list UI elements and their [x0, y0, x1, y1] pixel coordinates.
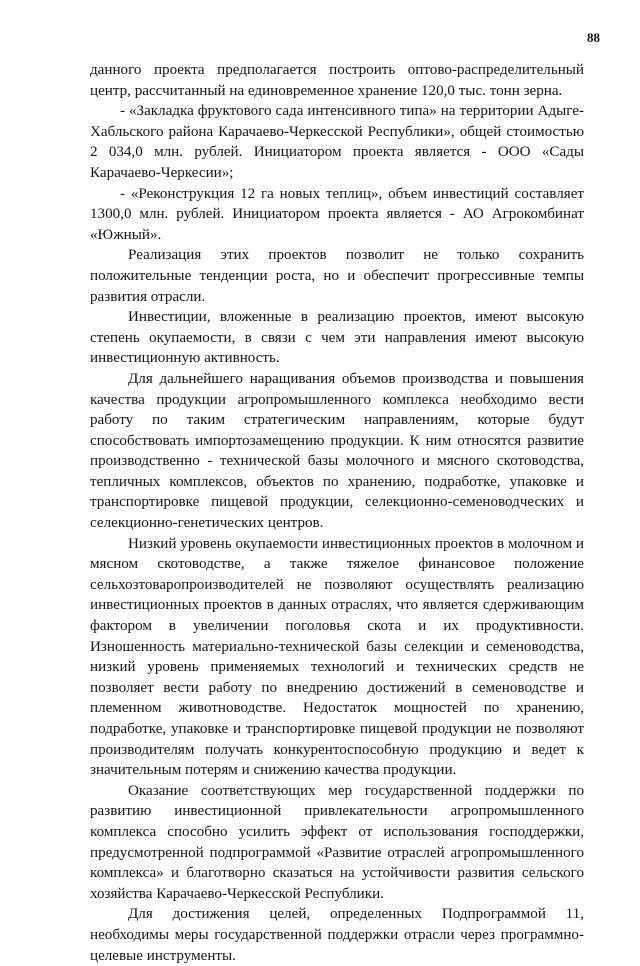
paragraph-bullet-orchard: - «Закладка фруктового сада интенсивного типа» на территории Адыге-Хабльского района Карачаево-Черкесской Республики», общей стоимостью 2 034,0 млн. рублей. Инициатором проекта является - ООО «Сады Карачаево-Черкесии»; [90, 103, 584, 181]
paragraph-goals: Для достижения целей, определенных Подпрограммой 11, необходимы меры государственной поддержки отрасли через программно-целевые инструменты. [90, 906, 584, 964]
paragraph-investments: Инвестиции, вложенные в реализацию проектов, имеют высокую степень окупаемости, в связи с чем эти направления имеют высокую инвестиционную активность. [90, 309, 584, 367]
page-number: 88 [587, 30, 600, 45]
paragraph-strategic-directions: Для дальнейшего наращивания объемов производства и повышения качества продукции агропромышленного комплекса необходимо вести работу по таким стратегическим направлениям, которые будут способствовать импортозамещению продукции. К ним относятся развитие производственно - технической базы молочного и мясного скотоводства, тепличных комплексов, объектов по хранению, подработке, упаковке и транспортировке пищевой продукции, селекционно-семеноводческих и селекционно-генетических центров. [90, 370, 584, 532]
paragraph-bullet-greenhouses: - «Реконструкция 12 га новых теплиц», объем инвестиций составляет 1300,0 млн. рублей. Инициатором проекта является - АО Агрокомбинат «Южный». [90, 185, 584, 243]
paragraph-low-payback: Низкий уровень окупаемости инвестиционных проектов в молочном и мясном скотоводстве, а также тяжелое финансовое положение сельхозтоваропроизводителей не позволяют осуществлять реализацию инвестиционных проектов в данных отраслях, что является сдерживающим фактором в увеличении поголовья скота и их продуктивности. Изношенность материально-технической базы селекции и семеноводства, низкий уровень применяемых технологий и технических средств не позволяет вести работу по внедрению достижений в семеноводстве и племенном животноводстве. Недостаток мощностей по хранению, подработке, упаковке и транспортировке пищевой продукции не позволяют производителям получать конкурентоспособную продукцию и ведет к значительным потерям и снижению качества продукции. [90, 535, 584, 779]
paragraph-implementation: Реализация этих проектов позволит не только сохранить положительные тенденции роста, но и обеспечит прогрессивные темпы развития отрасли. [90, 247, 584, 305]
paragraph-state-support: Оказание соответствующих мер государственной поддержки по развитию инвестиционной привлекательности агропромышленного комплекса способно усилить эффект от использования господдержки, предусмотренной подпрограммой «Развитие отраслей агропромышленного комплекса» и благотворно сказаться на устойчивости развития сельского хозяйства Карачаево-Черкесской Республики. [90, 782, 584, 902]
document-body [90, 60, 584, 966]
paragraph-continuation: данного проекта предполагается построить оптово-распределительный центр, рассчитанный на единовременное хранение 120,0 тыс. тонн зерна. [90, 62, 584, 99]
